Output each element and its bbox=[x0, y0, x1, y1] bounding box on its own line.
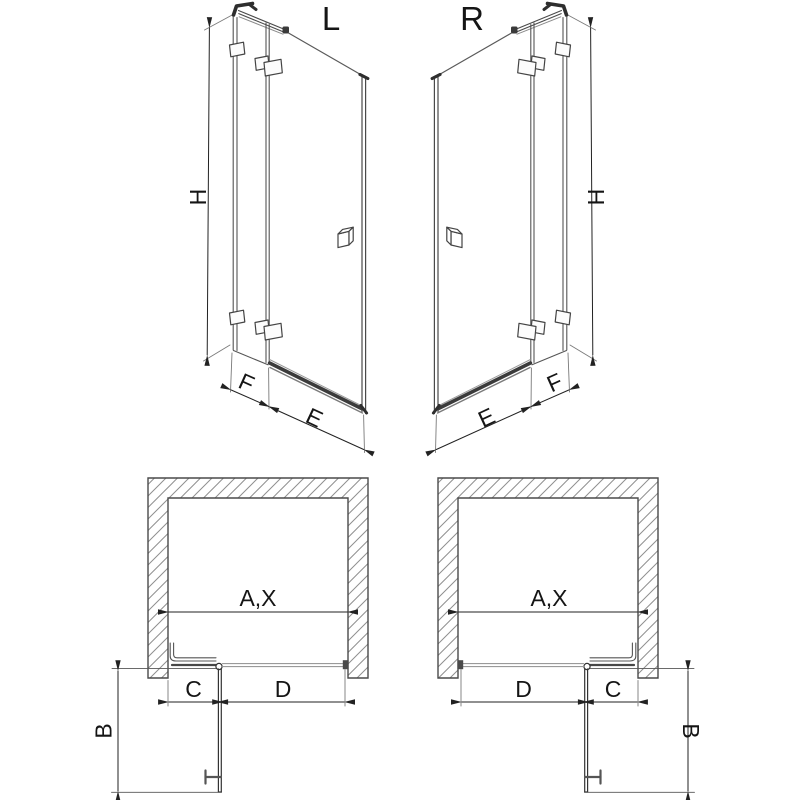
opening-width-label-left: A,X bbox=[239, 585, 277, 611]
door-swing-label-right: B bbox=[678, 723, 704, 739]
segment-c-label-left: C bbox=[185, 676, 202, 702]
plan-view-right-geometry bbox=[457, 612, 694, 792]
variant-label-left: L bbox=[321, 0, 341, 37]
plan-view-left-geometry bbox=[112, 612, 349, 792]
door-width-label-left: E bbox=[302, 402, 327, 433]
labels bbox=[91, 0, 705, 739]
door-width-label-right: E bbox=[474, 402, 499, 433]
front-view-right-geometry bbox=[432, 4, 596, 453]
segment-d-label-right: D bbox=[515, 676, 532, 702]
segment-c-label-right: C bbox=[604, 676, 622, 702]
panel-width-label-left: F bbox=[234, 367, 259, 398]
segment-d-label-left: D bbox=[274, 676, 292, 702]
panel-width-label-right: F bbox=[542, 367, 567, 398]
opening-width-label-right: A,X bbox=[530, 585, 568, 611]
plan-left-wall bbox=[148, 478, 368, 678]
front-view-left-geometry bbox=[204, 4, 368, 453]
height-label-right: H bbox=[583, 188, 609, 206]
door-swing-label-left: B bbox=[90, 723, 117, 739]
plan-right-wall bbox=[438, 478, 658, 678]
variant-label-right: R bbox=[460, 0, 484, 37]
height-label-left: H bbox=[185, 188, 211, 206]
